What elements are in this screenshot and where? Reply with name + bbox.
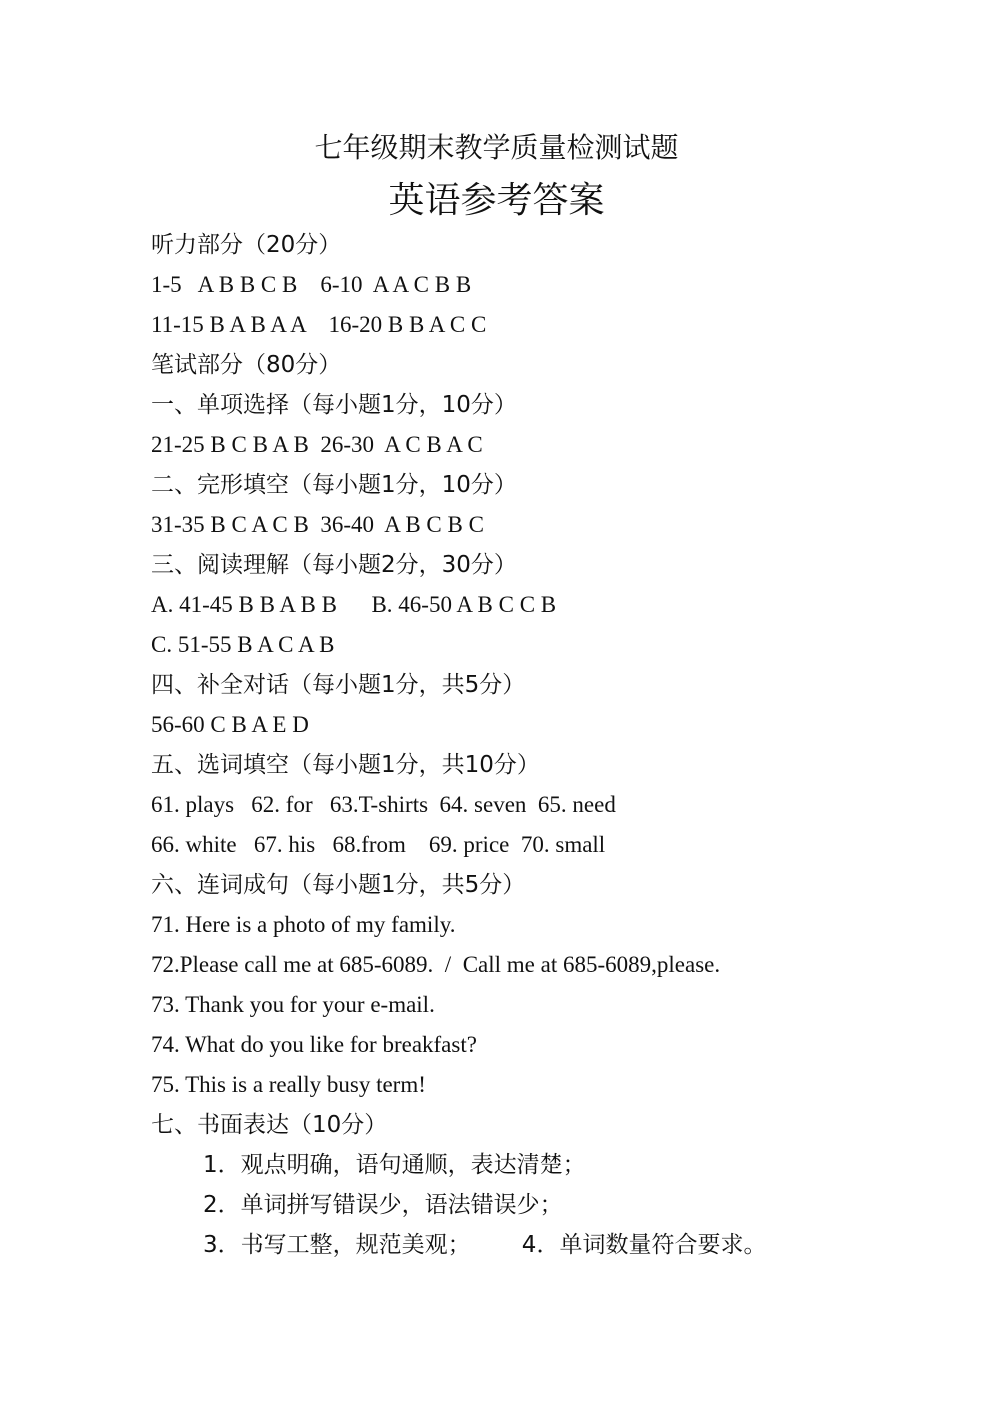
answer-line: 21-25 B C B A B 26-30 A C B A C [151,432,483,457]
answer-line: 73. Thank you for your e-mail. [151,992,435,1017]
answer-line: 11-15 B A B A A 16-20 B B A C C [151,312,487,337]
answer-line: 31-35 B C A C B 36-40 A B C B C [151,512,484,537]
answer-key-title: 英语参考答案 [388,180,605,221]
section-heading: 六、连词成句（每小题1分，共5分） [151,872,526,898]
exam-title: 七年级期末教学质量检测试题 [314,131,679,164]
section-heading: 七、书面表达（10分） [151,1112,388,1138]
section-written-heading: 笔试部分（80分） [151,352,342,378]
answer-line: 56-60 C B A E D [151,712,309,737]
section-heading: 五、选词填空（每小题1分，共10分） [151,752,540,778]
writing-criterion: 1．观点明确，语句通顺，表达清楚； [203,1152,586,1178]
section-listening-heading: 听力部分（20分） [151,232,342,258]
answer-content [151,225,951,1265]
answer-line: 72.Please call me at 685-6089. / Call me at 685-6089,please. [151,952,721,977]
section-heading: 三、阅读理解（每小题2分，30分） [151,552,517,578]
answer-line: 66. white 67. his 68.from 69. price 70. small [151,832,606,857]
answer-line: C. 51-55 B A C A B [151,632,335,657]
writing-criterion: 3．书写工整，规范美观； 4．单词数量符合要求。 [203,1232,767,1258]
section-heading: 二、完形填空（每小题1分，10分） [151,472,517,498]
answer-line: 1-5 A B B C B 6-10 A A C B B [151,272,472,297]
section-heading: 四、补全对话（每小题1分，共5分） [151,672,526,698]
answer-line: 74. What do you like for breakfast? [151,1032,477,1057]
answer-line: 61. plays 62. for 63.T-shirts 64. seven 65. need [151,792,616,817]
section-heading: 一、单项选择（每小题1分，10分） [151,392,517,418]
writing-criterion: 2．单词拼写错误少，语法错误少； [203,1192,563,1218]
answer-line: 71. Here is a photo of my family. [151,912,456,937]
answer-line: A. 41-45 B B A B B B. 46-50 A B C C B [151,592,557,617]
answer-line: 75. This is a really busy term! [151,1072,426,1097]
